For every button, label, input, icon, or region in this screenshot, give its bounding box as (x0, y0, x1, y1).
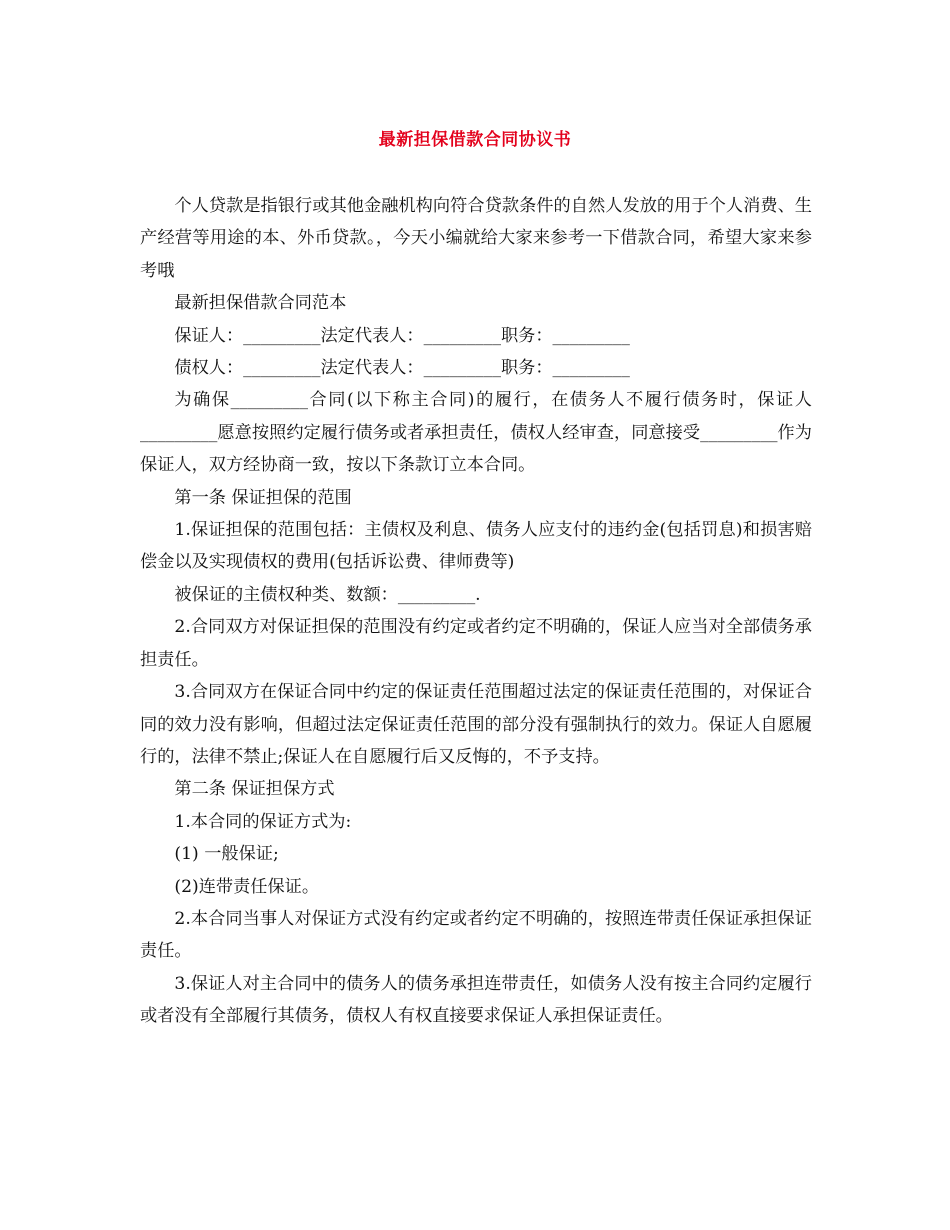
article-2-clause-2: 2.本合同当事人对保证方式没有约定或者约定不明确的，按照连带责任保证承担保证责任。 (140, 908, 812, 962)
paragraph-preamble: 为确保_________合同(以下称主合同)的履行，在债务人不履行债务时，保证人_________愿意按照约定履行债务或者承担责任，债权人经审查，同意接受_________作为保证人，双方经协商一致，按以下条款订立本合同。 (140, 390, 812, 476)
document-title: 最新担保借款合同协议书 (378, 130, 572, 150)
paragraph-creditor-line: 债权人：_________法定代表人：_________职务：_________ (174, 358, 630, 379)
article-1-heading: 第一条 保证担保的范围 (174, 487, 352, 508)
article-1-clause-1: 1.保证担保的范围包括：主债权及利息、债务人应支付的违约金(包括罚息)和损害赔偿金以及实现债权的费用(包括诉讼费、律师费等) (140, 520, 812, 573)
article-1-debt-type: 被保证的主债权种类、数额：_________. (174, 584, 481, 605)
article-1-clause-3: 3.合同双方在保证合同中约定的保证责任范围超过法定的保证责任范围的，对保证合同的效力没有影响，但超过法定保证责任范围的部分没有强制执行的效力。保证人自愿履行的，法律不禁止;保证人在自愿履行后又反悔的，不予支持。 (140, 682, 812, 767)
paragraph-guarantor-line: 保证人：_________法定代表人：_________职务：_________ (174, 325, 630, 346)
paragraph-template-heading: 最新担保借款合同范本 (174, 293, 347, 314)
document-body (140, 190, 812, 1033)
article-2-option-1: (1) 一般保证; (174, 844, 279, 865)
article-2-option-2: (2)连带责任保证。 (174, 876, 320, 897)
paragraph-intro: 个人贷款是指银行或其他金融机构向符合贷款条件的自然人发放的用于个人消费、生产经营等用途的本、外币贷款。，今天小编就给大家来参考一下借款合同，希望大家来参考哦 (140, 196, 812, 281)
article-2-clause-1: 1.本合同的保证方式为: (174, 811, 352, 832)
article-2-heading: 第二条 保证担保方式 (174, 779, 335, 800)
article-1-clause-2: 2.合同双方对保证担保的范围没有约定或者约定不明确的，保证人应当对全部债务承担责任。 (140, 617, 812, 670)
article-2-clause-3: 3.保证人对主合同中的债务人的债务承担连带责任，如债务人没有按主合同约定履行或者没有全部履行其债务，债权人有权直接要求保证人承担保证责任。 (140, 973, 812, 1027)
